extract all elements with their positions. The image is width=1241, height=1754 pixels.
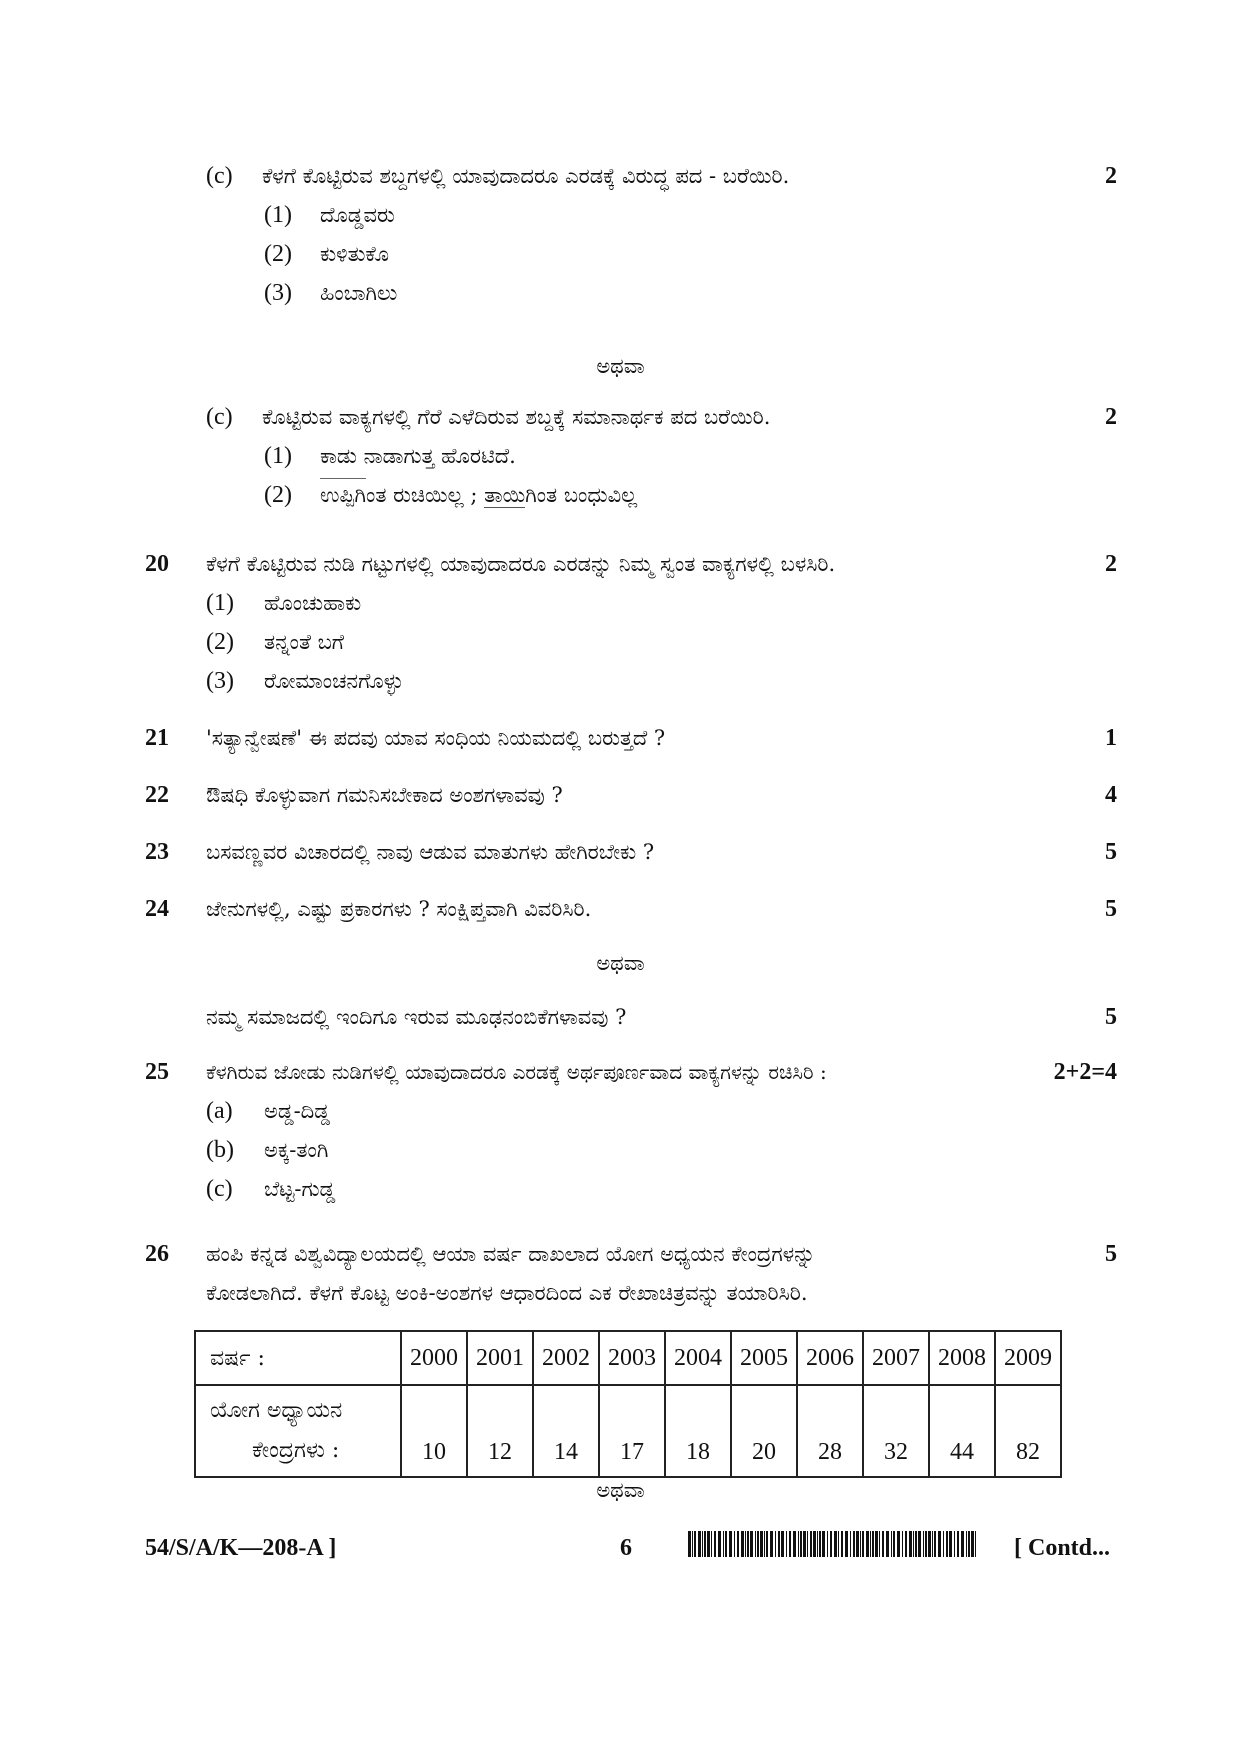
item-text: ಹೊಂಚುಹಾಕು: [264, 591, 362, 615]
list-item: [0, 1132, 1241, 1168]
question-text: ಹಂಪಿ ಕನ್ನಡ ವಿಶ್ವವಿದ್ಯಾಲಯದಲ್ಲಿ ಆಯಾ ವರ್ಷ ದಾಖಲಾದ ಯೋಗ ಅಧ್ಯಯನ ಕೇಂದ್ರಗಳನ್ನು: [206, 1242, 816, 1266]
q25-row: [0, 1054, 1241, 1090]
value-cell: 82: [995, 1385, 1061, 1477]
item-text: ಕಾಡು ನಾಡಾಗುತ್ತ ಹೊರಟಿದೆ.: [320, 444, 516, 468]
question-text: ಕೆಳಗೆ ಕೊಟ್ಟಿರುವ ನುಡಿ ಗಟ್ಟುಗಳಲ್ಲಿ ಯಾವುದಾದರೂ ಎರಡನ್ನು ನಿಮ್ಮ ಸ್ವಂತ ವಾಕ್ಯಗಳಲ್ಲಿ ಬಳಸಿರಿ.: [206, 552, 836, 576]
item-number: (a): [206, 1098, 233, 1124]
item-number: (1): [206, 590, 234, 616]
question-marks: 1: [1105, 725, 1117, 751]
list-item: [0, 477, 1241, 513]
item-number: (3): [206, 668, 234, 694]
q24-row: [0, 891, 1241, 927]
q23-row: [0, 834, 1241, 870]
item-text: ಬೆಟ್ಟ-ಗುಡ್ಡ: [264, 1177, 336, 1201]
question-number: 25: [145, 1059, 169, 1085]
question-marks: 5: [1105, 1004, 1117, 1030]
item-text: ಅಕ್ಕ-ತಂಗಿ: [264, 1138, 329, 1162]
yoga-centres-table: [194, 1330, 1062, 1478]
underlined-word: ತಾಯಿ: [484, 483, 526, 507]
q21-row: [0, 720, 1241, 756]
q19c-alt-text: ಕೊಟ್ಟಿರುವ ವಾಕ್ಯಗಳಲ್ಲಿ ಗೆರೆ ಎಳೆದಿರುವ ಶಬ್ದಕ್ಕೆ ಸಮಾನಾರ್ಥಕ ಪದ ಬರೆಯಿರಿ.: [262, 405, 771, 429]
item-text: ದೊಡ್ಡವರು: [320, 203, 395, 227]
question-marks: 5: [1105, 896, 1117, 922]
item-text: ಕುಳಿತುಕೊ: [320, 242, 390, 266]
question-marks: 5: [1105, 839, 1117, 865]
value-cell: 17: [599, 1385, 665, 1477]
year-cell: 2006: [797, 1331, 863, 1385]
q19c-text: ಕೆಳಗೆ ಕೊಟ್ಟಿರುವ ಶಬ್ದಗಳಲ್ಲಿ ಯಾವುದಾದರೂ ಎರಡಕ್ಕೆ ವಿರುದ್ಧ ಪದ - ಬರೆಯಿರಿ.: [262, 164, 790, 188]
q26-row: [0, 1236, 1241, 1272]
list-item: [0, 624, 1241, 660]
value-cell: 44: [929, 1385, 995, 1477]
year-cell: 2000: [401, 1331, 467, 1385]
barcode-icon: [688, 1531, 978, 1557]
question-number: 20: [145, 551, 169, 577]
item-number: (2): [264, 482, 292, 508]
year-cell: 2007: [863, 1331, 929, 1385]
question-number: 21: [145, 725, 169, 751]
item-number: (2): [206, 629, 234, 655]
list-item: [0, 663, 1241, 699]
q19c-alt-row: [0, 399, 1241, 435]
table-row: [195, 1385, 1061, 1477]
item-number: (3): [264, 280, 292, 306]
question-text: ಕೆಳಗಿರುವ ಜೋಡು ನುಡಿಗಳಲ್ಲಿ ಯಾವುದಾದರೂ ಎರಡಕ್ಕೆ ಅರ್ಥಪೂರ್ಣವಾದ ವಾಕ್ಯಗಳನ್ನು ರಚಿಸಿರಿ :: [206, 1060, 827, 1084]
year-cell: 2008: [929, 1331, 995, 1385]
item-number: (1): [264, 443, 292, 469]
value-cell: 18: [665, 1385, 731, 1477]
value-cell: 12: [467, 1385, 533, 1477]
value-cell: 28: [797, 1385, 863, 1477]
list-item: [0, 1171, 1241, 1207]
question-marks: 4: [1105, 782, 1117, 808]
item-number: (c): [206, 1176, 233, 1202]
row-header-line: ಕೇಂದ್ರಗಳು :: [252, 1438, 340, 1463]
list-item: [0, 197, 1241, 233]
item-text: ಅಡ್ಡ-ದಿಡ್ಡ: [264, 1099, 331, 1123]
list-item: [0, 236, 1241, 272]
question-text: ಬಸವಣ್ಣವರ ವಿಚಾರದಲ್ಲಿ ನಾವು ಆಡುವ ಮಾತುಗಳು ಹೇಗಿರಬೇಕು ?: [206, 840, 655, 864]
table-row: [195, 1331, 1061, 1385]
q20-row: [0, 546, 1241, 582]
year-cell: 2004: [665, 1331, 731, 1385]
question-text: ನಮ್ಮ ಸಮಾಜದಲ್ಲಿ ಇಂದಿಗೂ ಇರುವ ಮೂಢನಂಬಿಕೆಗಳಾವವು ?: [206, 1005, 627, 1029]
item-text: ಹಿಂಬಾಗಿಲು: [320, 281, 398, 305]
question-text: ಔಷಧಿ ಕೊಳ್ಳುವಾಗ ಗಮನಿಸಬೇಕಾದ ಅಂಶಗಳಾವವು ?: [206, 783, 563, 807]
list-item: [0, 438, 1241, 474]
question-marks: 5: [1105, 1241, 1117, 1267]
paper-code: 54/S/A/K—208-A ]: [145, 1535, 337, 1561]
value-cell: 20: [731, 1385, 797, 1477]
continued-label: [ Contd...: [1014, 1535, 1111, 1561]
list-item: [0, 1093, 1241, 1129]
question-marks: 2+2=4: [1053, 1059, 1117, 1085]
q19c-row: [0, 158, 1241, 194]
table-header-cell: [195, 1385, 401, 1477]
question-number: 26: [145, 1241, 169, 1267]
year-cell: 2001: [467, 1331, 533, 1385]
q19c-alt-label: (c): [206, 404, 233, 430]
value-cell: 10: [401, 1385, 467, 1477]
item-number: (b): [206, 1137, 234, 1163]
q26-row-2: [0, 1275, 1241, 1311]
table-header-cell: ವರ್ಷ :: [195, 1331, 401, 1385]
question-text: 'ಸತ್ಯಾನ್ವೇಷಣೆ' ಈ ಪದವು ಯಾವ ಸಂಧಿಯ ನಿಯಮದಲ್ಲಿ ಬರುತ್ತದೆ ?: [206, 726, 666, 750]
list-item: [0, 585, 1241, 621]
question-text: ಜೇನುಗಳಲ್ಲಿ, ಎಷ್ಟು ಪ್ರಕಾರಗಳು ? ಸಂಕ್ಷಿಪ್ತವಾಗಿ ವಿವರಿಸಿರಿ.: [206, 897, 592, 921]
year-cell: 2005: [731, 1331, 797, 1385]
year-cell: 2002: [533, 1331, 599, 1385]
question-number: 23: [145, 839, 169, 865]
year-cell: 2009: [995, 1331, 1061, 1385]
value-cell: 32: [863, 1385, 929, 1477]
question-marks: 2: [1105, 551, 1117, 577]
q22-row: [0, 777, 1241, 813]
item-text-post: ಗಿಂತ ಬಂಧುವಿಲ್ಲ: [525, 483, 638, 507]
question-number: 24: [145, 896, 169, 922]
item-number: (1): [264, 202, 292, 228]
row-header-line: ಯೋಗ ಅಧ್ಯಾಯನ: [210, 1398, 343, 1423]
q19c-label: (c): [206, 163, 233, 189]
item-text: ರೋಮಾಂಚನಗೊಳ್ಳು: [264, 669, 404, 693]
item-text: [320, 477, 637, 513]
q19c-marks: 2: [1105, 163, 1117, 189]
or-divider: ಅಥವಾ: [596, 1478, 645, 1502]
or-divider: ಅಥವಾ: [596, 354, 645, 378]
item-text-pre: ಉಪ್ಪಿಗಿಂತ ರುಚಿಯಿಲ್ಲ ;: [320, 483, 485, 507]
question-number: 22: [145, 782, 169, 808]
value-cell: 14: [533, 1385, 599, 1477]
year-cell: 2003: [599, 1331, 665, 1385]
or-divider: ಅಥವಾ: [596, 951, 645, 975]
item-text: ತನ್ನಂತೆ ಬಗೆ: [264, 630, 345, 654]
q19c-alt-marks: 2: [1105, 404, 1117, 430]
q24-alt-row: [0, 999, 1241, 1035]
list-item: [0, 275, 1241, 311]
page-number: 6: [620, 1535, 632, 1561]
item-number: (2): [264, 241, 292, 267]
question-text: ಕೋಡಲಾಗಿದೆ. ಕೆಳಗೆ ಕೊಟ್ಟ ಅಂಕಿ-ಅಂಶಗಳ ಆಧಾರದಿಂದ ಎಕ ರೇಖಾಚಿತ್ರವನ್ನು ತಯಾರಿಸಿರಿ.: [206, 1281, 808, 1305]
